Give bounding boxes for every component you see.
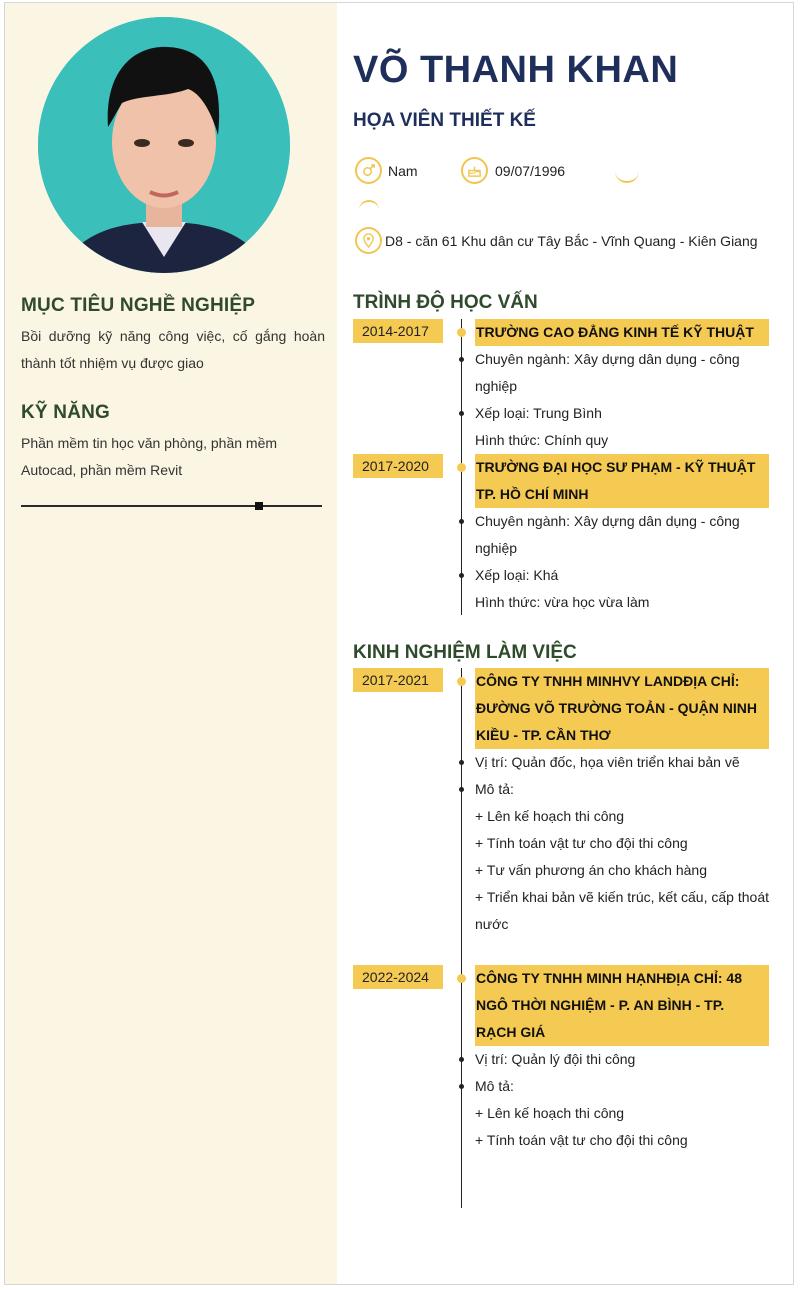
experience-desc-label: Mô tả:: [475, 1078, 514, 1094]
timeline-dot: [457, 328, 466, 337]
experience-timeline: [461, 668, 462, 1208]
experience-period: 2017-2021: [353, 668, 443, 692]
timeline-bullet: [459, 1084, 464, 1089]
timeline-bullet: [459, 519, 464, 524]
timeline-bullet: [459, 1057, 464, 1062]
experience-period: 2022-2024: [353, 965, 443, 989]
experience-position: Vị trí: Quản lý đội thi công: [475, 1051, 636, 1067]
address-value: D8 - căn 61 Khu dân cư Tây Bắc - Vĩnh Quang - Kiên Giang: [385, 232, 758, 249]
decorative-icon: [359, 200, 379, 220]
education-period: 2017-2020: [353, 454, 443, 478]
skills-text: Phần mềm tin học văn phòng, phần mềm Autocad, phần mềm Revit: [21, 435, 278, 478]
sidebar: [5, 3, 337, 1284]
timeline-bullet: [459, 411, 464, 416]
gender-value: Nam: [388, 162, 418, 179]
address-info: [355, 227, 758, 254]
education-major: Chuyên ngành: Xây dựng dân dụng - công nghiệp: [475, 513, 740, 556]
decorative-icon: [615, 159, 639, 183]
education-title: TRÌNH ĐỘ HỌC VẤN: [353, 292, 538, 313]
cv-page: [4, 2, 794, 1285]
birthday-info: [461, 157, 565, 184]
gender-info: [355, 157, 418, 184]
school-name: TRƯỜNG ĐẠI HỌC SƯ PHẠM - KỸ THUẬT TP. HỒ CHÍ MINH: [475, 454, 769, 508]
company-name: CÔNG TY TNHH MINHVY LANDĐỊA CHỈ: ĐƯỜNG VÕ TRƯỜNG TOẢN - QUẬN NINH KIỀU - TP. CẦN THƠ: [475, 668, 769, 749]
skills-title: KỸ NĂNG: [21, 402, 111, 423]
experience-position: Vị trí: Quản đốc, họa viên triển khai bản vẽ: [475, 754, 740, 770]
timeline-dot: [457, 463, 466, 472]
candidate-name: VÕ THANH KHAN: [353, 49, 679, 91]
birthday-cake-icon: [461, 157, 488, 184]
timeline-dot: [457, 677, 466, 686]
education-major: Chuyên ngành: Xây dựng dân dụng - công nghiệp: [475, 351, 740, 394]
timeline-dot: [457, 974, 466, 983]
timeline-bullet: [459, 760, 464, 765]
company-name: CÔNG TY TNHH MINH HẠNHĐỊA CHỈ: 48 NGÔ THỜI NGHIỆM - P. AN BÌNH - TP. RẠCH GIÁ: [475, 965, 769, 1046]
education-rank: Xếp loại: Khá: [475, 567, 559, 583]
timeline-bullet: [459, 787, 464, 792]
job-title: HỌA VIÊN THIẾT KẾ: [353, 110, 536, 131]
education-mode: Hình thức: vừa học vừa làm: [475, 594, 650, 610]
main-content: [337, 3, 793, 1284]
experience-task: + Tư vấn phương án cho khách hàng: [475, 862, 707, 878]
skill-level-bar: [21, 505, 322, 507]
experience-desc-label: Mô tả:: [475, 781, 514, 797]
skill-level-knob: [255, 502, 263, 510]
avatar: [38, 17, 290, 273]
gender-icon: [355, 157, 382, 184]
experience-task: + Lên kế hoạch thi công: [475, 1105, 625, 1121]
education-mode: Hình thức: Chính quy: [475, 432, 609, 448]
experience-task: + Tính toán vật tư cho đội thi công: [475, 1132, 688, 1148]
timeline-bullet: [459, 573, 464, 578]
education-period: 2014-2017: [353, 319, 443, 343]
birthday-value: 09/07/1996: [495, 162, 566, 179]
objective-title: MỤC TIÊU NGHỀ NGHIỆP: [21, 295, 256, 316]
objective-text: Bồi dưỡng kỹ năng công việc, cố gắng hoàn thành tốt nhiệm vụ được giao: [21, 328, 325, 371]
map-pin-icon: [355, 227, 382, 254]
education-rank: Xếp loại: Trung Bình: [475, 405, 602, 421]
school-name: TRƯỜNG CAO ĐẲNG KINH TẾ KỸ THUẬT: [475, 319, 769, 346]
experience-task: + Triển khai bản vẽ kiến trúc, kết cấu, cấp thoát nước: [475, 889, 769, 932]
experience-task: + Tính toán vật tư cho đội thi công: [475, 835, 688, 851]
timeline-bullet: [459, 357, 464, 362]
experience-title: KINH NGHIỆM LÀM VIỆC: [353, 642, 577, 663]
experience-task: + Lên kế hoạch thi công: [475, 808, 625, 824]
